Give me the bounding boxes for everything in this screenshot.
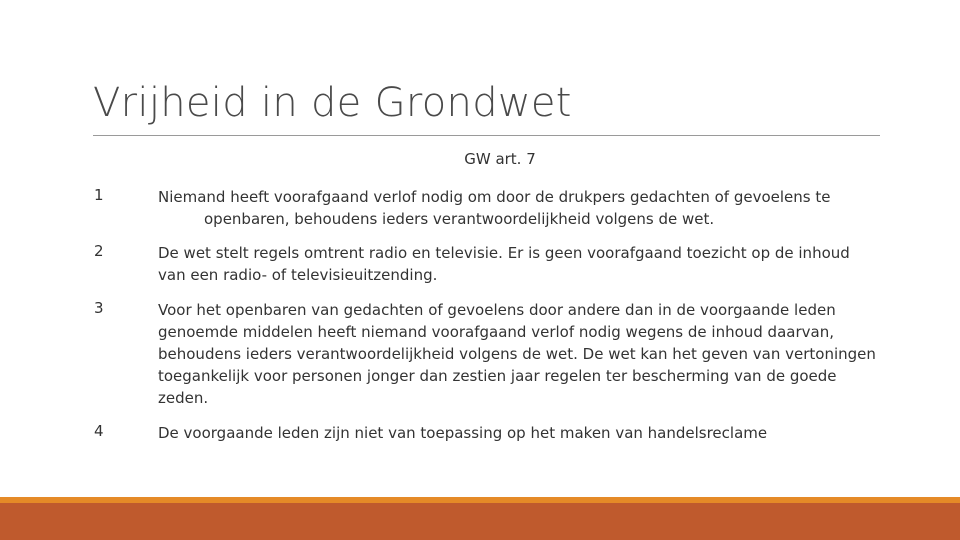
article-text: Niemand heeft voorafgaand verlof nodig om door de drukpers gedachten of gevoelens te openbaren, behoudens ieders verantwoordelijkheid volgens de wet. bbox=[158, 188, 831, 228]
page-title: Vrijheid in de Grondwet bbox=[93, 80, 572, 126]
article-number: 3 bbox=[94, 299, 104, 317]
article-text: Voor het openbaren van gedachten of gevoelens door andere dan in de voorgaande leden genoemde middelen heeft niemand voorafgaand verlof nodig wegens de inhoud daarvan, behoudens ieders verantwoordelijkheid volgens de wet. De wet kan het geven van vertoningen toegankelijk voor personen jonger dan zestien jaar regelen ter bescherming van de goede zeden. bbox=[158, 301, 876, 407]
article-reference: GW art. 7 bbox=[464, 150, 536, 168]
article-text: De voorgaande leden zijn niet van toepassing op het maken van handelsreclame bbox=[158, 424, 768, 442]
article-number: 4 bbox=[94, 422, 104, 440]
article-number: 1 bbox=[94, 186, 104, 204]
article-text: De wet stelt regels omtrent radio en televisie. Er is geen voorafgaand toezicht op de inhoud van een radio- of televisieuitzending. bbox=[158, 244, 850, 284]
title-divider bbox=[93, 135, 880, 136]
article-number: 2 bbox=[94, 242, 104, 260]
accent-band-bottom bbox=[0, 503, 960, 540]
